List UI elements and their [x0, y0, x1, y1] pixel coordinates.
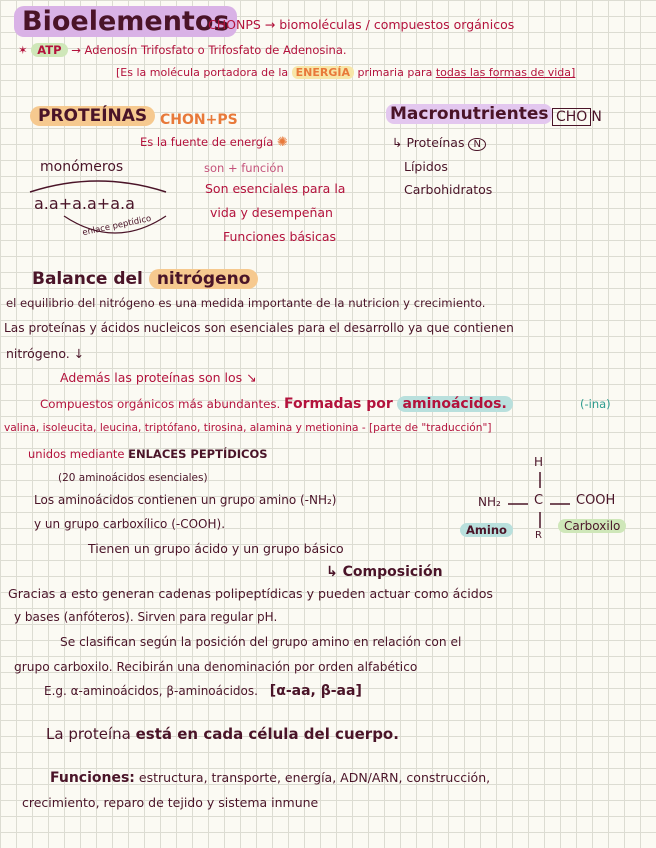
macronutrients-title-text: Macronutrientes: [386, 104, 552, 124]
amino-acids-word: aminoácidos.: [397, 396, 513, 412]
macro-item-lipids: Lípidos: [404, 159, 448, 174]
amino-acid-list: valina, isoleucita, leucina, triptófano, tirosina, alamina y metionina - [parte de "traducción"]: [4, 422, 492, 434]
composition-title-text: Composición: [342, 564, 443, 580]
monomers-chain: a.a+a.a+a.a: [34, 194, 135, 213]
energy-note-start: [Es la molécula portadora de la: [116, 66, 289, 79]
essential-line-2: vida y desempeñan: [210, 205, 333, 220]
alpha-beta-bracket: [α-aa, β-aa]: [269, 683, 362, 699]
cell-statement: [46, 726, 399, 743]
arrow-icon: ↳: [392, 135, 403, 150]
energy-word: ENERGÍA: [292, 66, 354, 79]
nitrogen-line-4: Además las proteínas son los ↘: [60, 370, 257, 385]
nitrogen-badge: N: [468, 138, 485, 151]
amino-label-text: Amino: [460, 523, 513, 537]
nitrogen-line-1: el equilibrio del nitrógeno es una medida importante de la nutricion y crecimiento.: [6, 296, 486, 310]
composition-arrow-icon: ↳: [326, 564, 338, 580]
functions-line-1: [50, 770, 490, 786]
structure-nh2: NH₂: [478, 495, 501, 509]
nitrogen-line-5: [40, 396, 513, 412]
abundant-compounds: Compuestos orgánicos más abundantes.: [40, 397, 281, 411]
composition-line-1: Gracias a esto generan cadenas polipeptídicas y pueden actuar como ácidos: [8, 586, 493, 601]
structure-bond-top: [538, 472, 542, 490]
monomers-label: monómeros: [40, 159, 124, 175]
page-title: [14, 6, 237, 37]
formula-extra: N: [591, 109, 602, 125]
energy-source-text: Es la fuente de energía: [140, 135, 274, 149]
structure-cooh: COOH: [576, 493, 616, 508]
essential-line-3: Funciones básicas: [223, 229, 337, 244]
peptide-bonds-label: ENLACES PEPTÍDICOS: [128, 447, 268, 461]
monomers-bracket: [28, 176, 168, 196]
amino-label: [460, 524, 513, 537]
nitrogen-title-word: nitrógeno: [149, 269, 259, 289]
composition-line-4: grupo carboxilo. Recibirán una denominación por orden alfabético: [14, 660, 418, 674]
structure-bond-bottom: [538, 512, 542, 530]
essential-line-1: Son esenciales para la: [205, 181, 346, 196]
groups-line-2: y un grupo carboxílico (-COOH).: [34, 517, 226, 531]
atp-star-icon: ✶: [18, 43, 28, 57]
macronutrients-title: [386, 105, 552, 125]
atp-definition: → Adenosín Trifosfato o Trifosfato de Adenosina.: [71, 43, 347, 57]
energy-source: [140, 136, 288, 151]
structure-h: H: [534, 455, 544, 469]
energy-note-end: todas las formas de vida]: [435, 66, 576, 79]
bonds-prefix: unidos mediante: [28, 447, 125, 461]
function-label: son + función: [204, 161, 284, 175]
sun-icon: ✺: [276, 135, 288, 150]
cho-box: CHO: [552, 108, 591, 126]
composition-line-2: y bases (anfóteros). Sirven para regular pH.: [14, 610, 278, 624]
structure-r: R: [535, 530, 542, 541]
carboxyl-label-text: Carboxilo: [558, 519, 626, 533]
composition-title: [326, 564, 443, 580]
structure-bond-left: [508, 502, 530, 506]
formed-by: Formadas por: [284, 396, 393, 412]
proteins-title-text: PROTEÍNAS: [30, 106, 155, 126]
cell-statement-start: La proteína: [46, 725, 131, 743]
cell-statement-end: está en cada célula del cuerpo.: [135, 725, 399, 743]
macro-item-carbs: Carbohidratos: [404, 182, 493, 197]
bonds-line: [28, 448, 268, 461]
alpha-beta-examples: E.g. α-aminoácidos, β-aminoácidos.: [44, 684, 258, 698]
ina-note: (-ina): [580, 397, 611, 411]
peptide-bond-label: enlace peptídico: [81, 213, 153, 239]
energy-note-mid: primaria para: [357, 66, 433, 79]
nitrogen-line-2: Las proteínas y ácidos nucleicos son esenciales para el desarrollo ya que contienen: [4, 321, 514, 335]
energy-note: [116, 67, 575, 80]
nitrogen-title: [32, 270, 258, 290]
nitrogen-title-start: Balance del: [32, 269, 143, 289]
composition-line-5: [44, 683, 362, 699]
page-title-text: Bioelementos: [14, 6, 237, 37]
groups-line-1: Los aminoácidos contienen un grupo amino (-NH₂): [34, 493, 337, 507]
macronutrients-formula: [552, 109, 602, 125]
functions-line-2: crecimiento, reparo de tejido y sistema inmune: [22, 795, 319, 810]
structure-c: C: [534, 493, 544, 508]
proteins-title: [30, 107, 155, 127]
functions-list-1: estructura, transporte, energía, ADN/ARN, construcción,: [138, 770, 491, 785]
groups-line-3: Tienen un grupo ácido y un grupo básico: [88, 541, 344, 556]
essential-count: (20 aminoácidos esenciales): [58, 472, 208, 484]
macro-item-proteins-label: Proteínas: [406, 135, 465, 150]
functions-label: Funciones:: [50, 770, 135, 786]
nitrogen-line-3: nitrógeno. ↓: [6, 346, 85, 361]
proteins-formula: CHON+PS: [160, 112, 238, 128]
formula-line: CHONPS → biomoléculas / compuestos orgánicos: [208, 17, 515, 32]
atp-label: ATP: [31, 43, 67, 57]
atp-line: [18, 44, 347, 57]
carboxyl-label: [558, 520, 626, 534]
composition-line-3: Se clasifican según la posición del grupo amino en relación con el: [60, 635, 462, 649]
macro-item-proteins: [392, 136, 486, 151]
structure-bond-right: [550, 502, 572, 506]
